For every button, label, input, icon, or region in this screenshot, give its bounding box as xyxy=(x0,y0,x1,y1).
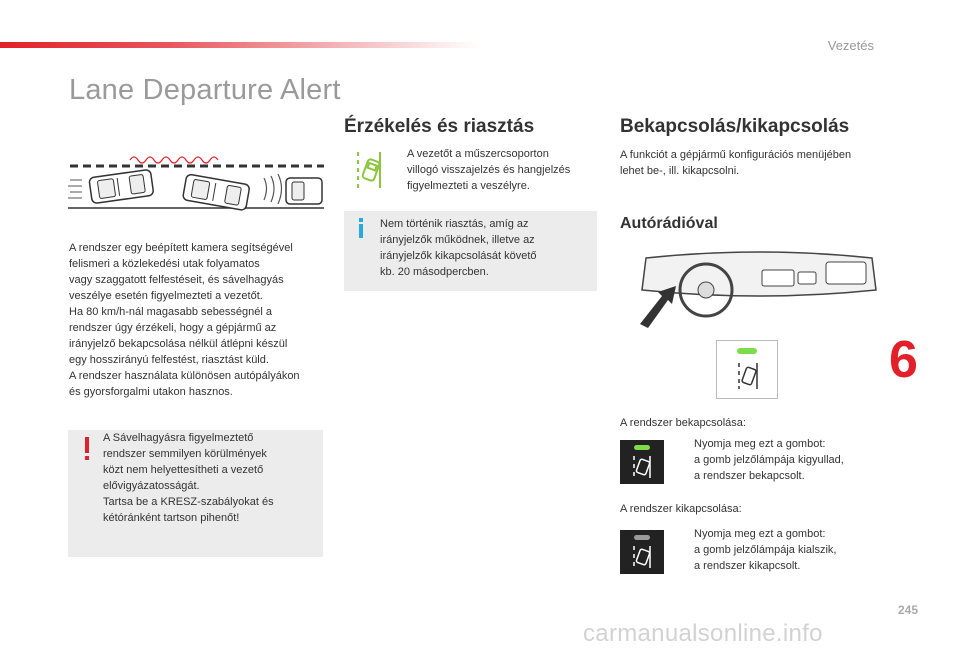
dashboard-illustration xyxy=(636,250,882,330)
chapter-title: Vezetés xyxy=(827,38,874,53)
info-icon xyxy=(357,218,365,238)
info-text: Nem történik riasztás, amíg az irányjelzők működnek, illetve az irányjelzők kikapcsolását követő kb. 20 másodpercben. xyxy=(380,218,537,278)
warning-box xyxy=(68,430,323,557)
button-on[interactable] xyxy=(620,440,664,484)
warning-text: A Sávelhagyásra figyelmeztető rendszer semmilyen körülmények közt nem helyettesítheti a vezető elővigyázatosságát. Tartsa be a KRESZ-szabályokat és kétóránként tartson pihenőt! xyxy=(103,432,274,524)
led-on-indicator xyxy=(634,445,650,450)
led-off-indicator xyxy=(634,535,650,540)
led-on-indicator xyxy=(737,348,757,354)
chapter-number: 6 xyxy=(889,331,918,389)
button-off[interactable] xyxy=(620,530,664,574)
system-description: A rendszer egy beépített kamera segítségével felismeri a közlekedési utak folyamatos vagy szaggatott felfestéseit, és sávelhagyás veszélye esetén figyelmezteti a vezetőt. Ha 80 km/h-nál magasabb sebességnél a rendszer úgy érzékeli, hogy a gépjármű az irányjelző bekapcsolása nélkül átlépni készül egy hosszirányú felfestést, riasztást küld. A rendszer használata különösen autópályákon és gyorsforgalmi utakon hasznos. xyxy=(69,242,300,398)
activation-step: Nyomja meg ezt a gombot: a gomb jelzőlámpája kigyullad, a rendszer bekapcsolt. xyxy=(694,438,844,482)
page-title: Lane Departure Alert xyxy=(69,74,341,106)
watermark: carmanualsonline.info xyxy=(583,620,823,647)
section-heading-activation: Bekapcsolás/kikapcsolás xyxy=(620,116,850,137)
activation-label: A rendszer bekapcsolása: xyxy=(620,417,746,429)
control-button-panel xyxy=(716,340,778,399)
header-accent-bar xyxy=(0,42,480,48)
lane-departure-icon xyxy=(355,150,383,190)
lane-departure-icon xyxy=(632,544,652,570)
section-heading-detection: Érzékelés és riasztás xyxy=(344,116,535,137)
lane-departure-illustration xyxy=(68,142,324,212)
page-number: 245 xyxy=(898,603,919,617)
alert-text: A vezetőt a műszercsoporton villogó visszajelzés és hangjelzés figyelmezteti a veszélyre. xyxy=(407,148,571,192)
deactivation-label: A rendszer kikapcsolása: xyxy=(620,503,742,515)
info-box xyxy=(344,211,597,291)
lane-departure-icon xyxy=(737,361,759,391)
exclamation-icon xyxy=(80,436,94,462)
lane-departure-icon xyxy=(632,454,652,480)
subheading-radio: Autórádióval xyxy=(620,215,718,232)
deactivation-step: Nyomja meg ezt a gombot: a gomb jelzőlámpája kialszik, a rendszer kikapcsolt. xyxy=(694,528,837,572)
activation-intro: A funkciót a gépjármű konfigurációs menüjében lehet be-, ill. kikapcsolni. xyxy=(620,149,852,177)
